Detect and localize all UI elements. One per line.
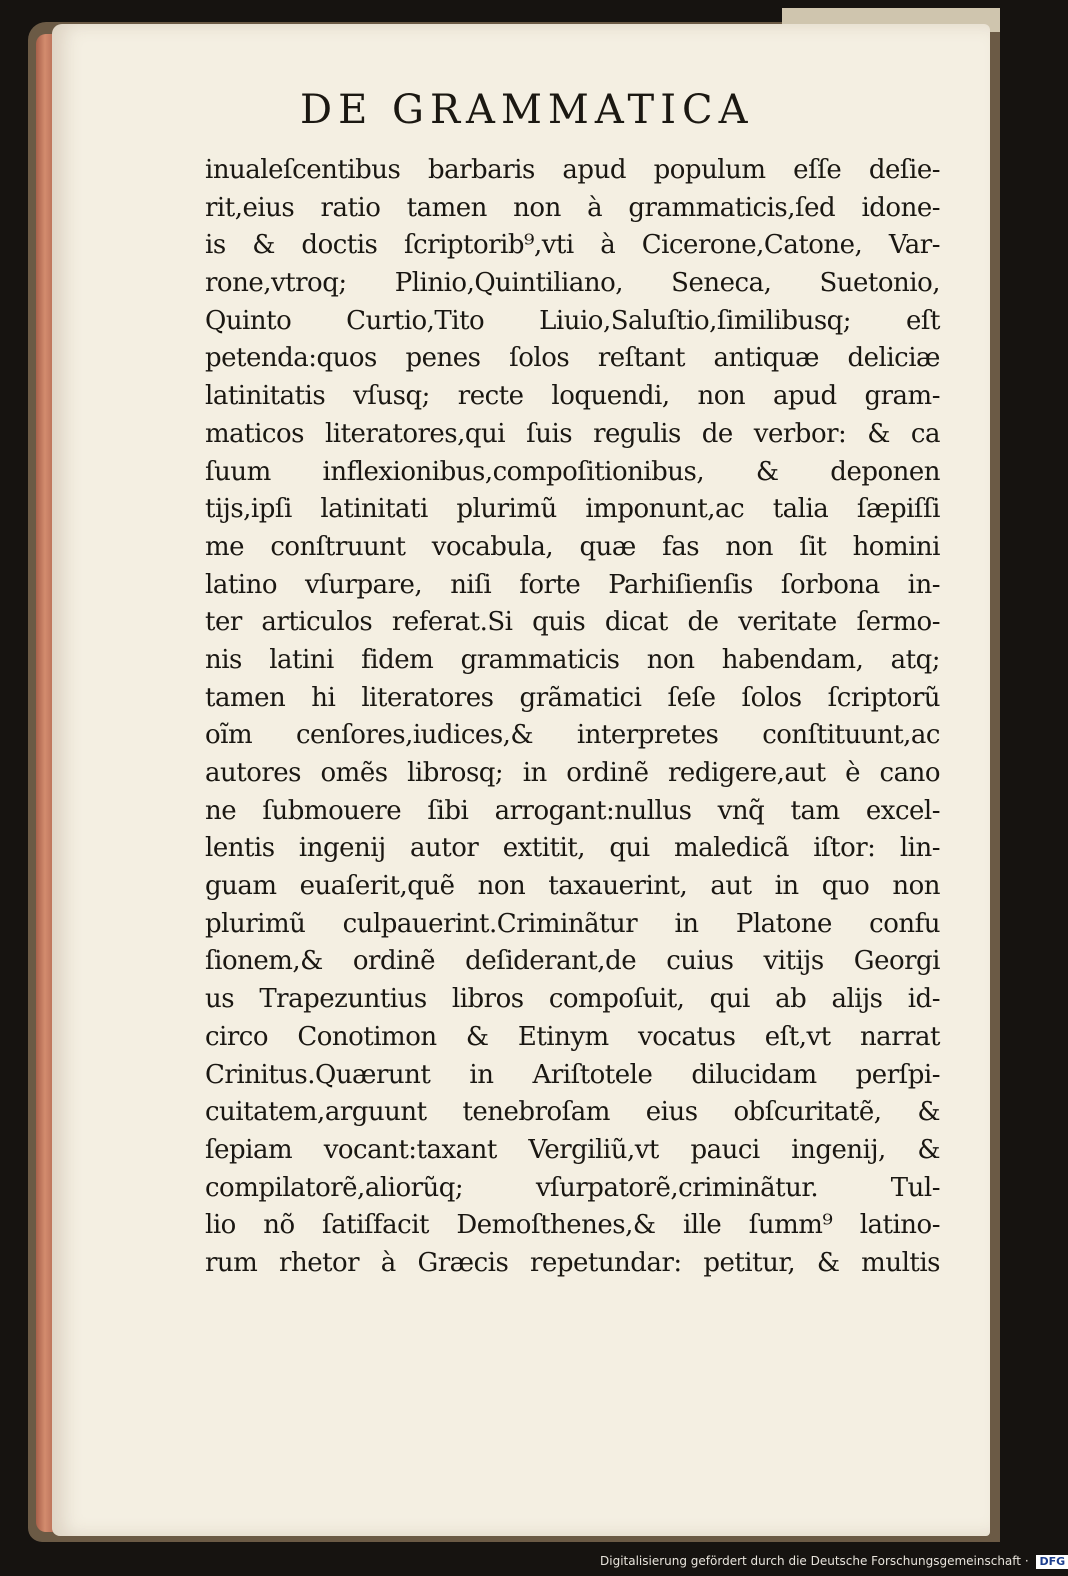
text-line-18: ne ſubmouere ſibi arrogant:nullus vnq̃ tam excel- [205,795,940,826]
text-line-23: us Trapezuntius libros compoſuit, qui ab alijs id- [205,984,940,1015]
body-text [205,152,940,1283]
text-line-29: lio nõ ſatiſfacit Demoſthenes,& ille ſumm⁹ latino- [205,1210,940,1241]
text-line-21: plurimũ culpauerint.Criminãtur in Platone confu [205,908,940,939]
text-line-25: Crinitus.Quærunt in Ariſtotele dilucidam perſpi- [205,1059,940,1090]
text-line-22: ſionem,& ordinẽ deſiderant,de cuius vitijs Georgi [205,946,940,977]
digitization-credit: Digitalisierung gefördert durch die Deutsche Forschungsgemeinschaft · DFG [600,1552,992,1570]
text-line-20: guam euaſerit,quẽ non taxauerint, aut in quo non [205,871,940,902]
text-line-6: petenda:quos penes ſolos reſtant antiquæ deliciæ [205,343,940,374]
text-line-15: tamen hi literatores grãmatici ſeſe ſolos ſcriptorũ [205,682,940,713]
text-line-28: compilatorẽ,aliorũq; vſurpatorẽ,criminãtur. Tul- [205,1172,940,1203]
text-line-16: oĩm cenſores,iudices,& interpretes conſtituunt,ac [205,720,940,751]
text-line-30: rum rhetor à Græcis repetundar: petitur, & multis [205,1247,940,1278]
text-line-24: circo Conotimon & Etinym vocatus eſt,vt narrat [205,1021,940,1052]
text-line-11: me conſtruunt vocabula, quæ fas non ſit homini [205,531,940,562]
credit-text: Digitalisierung gefördert durch die Deutsche Forschungsgemeinschaft [600,1554,1022,1568]
text-line-17: autores omẽs librosq; in ordinẽ redigere,aut è cano [205,758,940,788]
text-line-19: lentis ingenij autor extitit, qui maledicã iſtor: lin- [205,833,940,864]
text-line-4: rone,vtroq; Plinio,Quintiliano, Seneca, Suetonio, [205,268,940,299]
running-head: DE GRAMMATICA [300,87,754,133]
text-line-1: inualeſcentibus barbaris apud populum eſſe deſie- [205,155,940,185]
text-line-3: is & doctis ſcriptorib⁹,vti à Cicerone,Catone, Var- [205,230,940,261]
text-line-7: latinitatis vſusq; recte loquendi, non apud gram- [205,381,940,412]
text-line-26: cuitatem,arguunt tenebroſam eius obſcuritatẽ, & [205,1097,940,1128]
text-line-8: maticos literatores,qui ſuis regulis de verbor: & ca [205,418,940,449]
text-line-12: latino vſurpare, niſi forte Parhiſienſis ſorbona in- [205,569,940,600]
text-line-5: Quinto Curtio,Tito Liuio,Saluſtio,ſimilibusq; eſt [205,305,940,336]
text-line-27: ſepiam vocant:taxant Vergiliũ,vt pauci ingenij, & [205,1134,940,1165]
dfg-logo: DFG [1036,1555,1068,1569]
text-line-14: nis latini fidem grammaticis non habendam, atq; [205,644,940,675]
text-line-9: ſuum inflexionibus,compoſitionibus, & deponen [205,456,940,487]
text-line-2: rit,eius ratio tamen non à grammaticis,ſed idone- [205,192,940,223]
text-line-10: tijs,ipſi latinitati plurimũ imponunt,ac talia ſæpiſſi [205,494,940,525]
text-line-13: ter articulos referat.Si quis dicat de veritate ſermo- [205,607,940,638]
